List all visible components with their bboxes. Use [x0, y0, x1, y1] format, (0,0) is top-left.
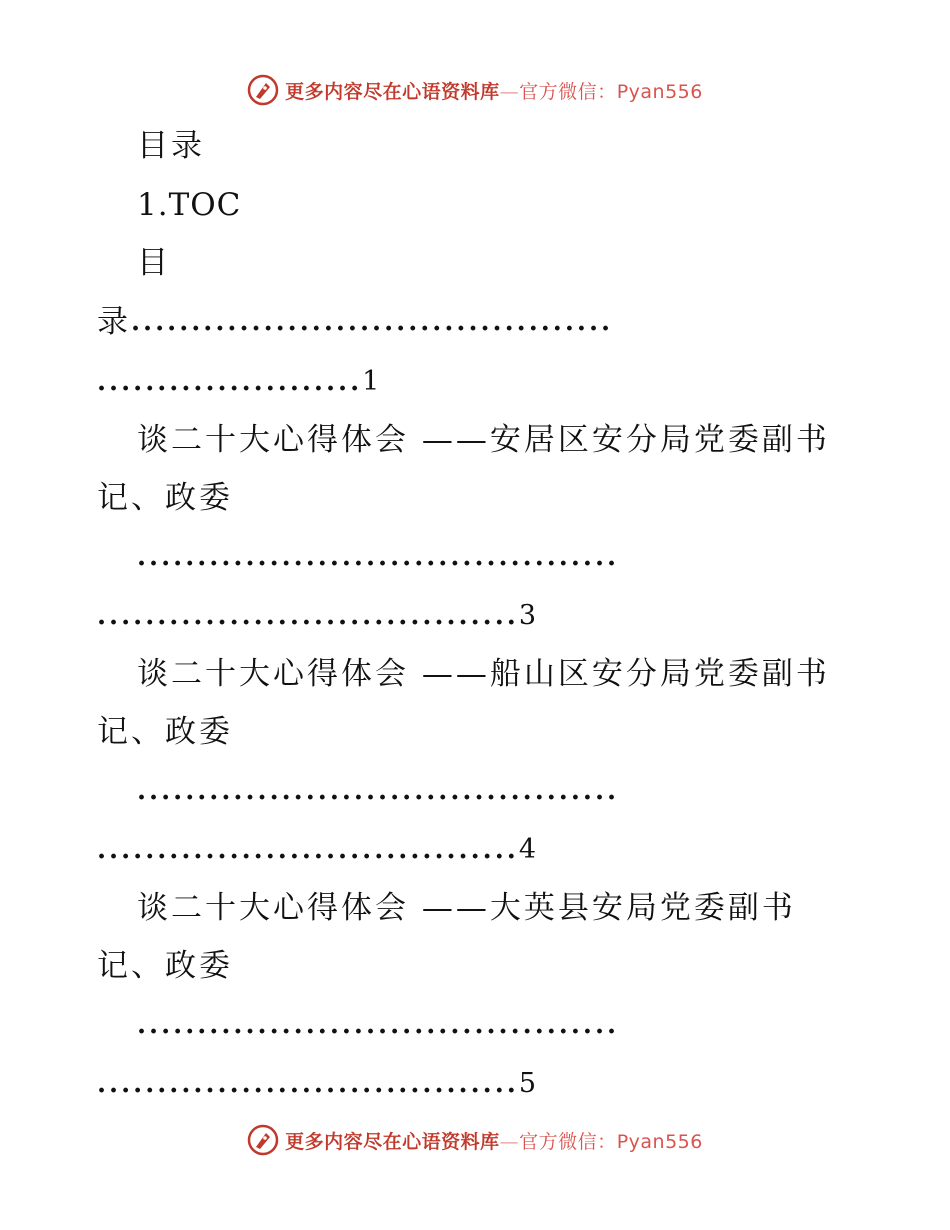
- toc-entry-3-leader: ........................................: [137, 1010, 620, 1040]
- toc-leader-dots: ........................................: [131, 307, 614, 337]
- watermark-wechat-id: Pyan556: [616, 1130, 703, 1153]
- header-watermark: [0, 70, 950, 110]
- toc-entry-3-title-cont[interactable]: 记、政委: [97, 948, 233, 984]
- watermark-brand: 更多内容尽在心语资料库: [285, 80, 500, 103]
- watermark-wechat-id: Pyan556: [616, 80, 703, 103]
- toc-entry-2-title-cont[interactable]: 记、政委: [97, 714, 233, 750]
- watermark-separator: —: [499, 80, 520, 103]
- pen-nib-logo-icon: [247, 1124, 279, 1156]
- toc-entry-2-leader-end: ...................................4: [97, 834, 536, 865]
- toc-field-code: 1.TOC: [137, 187, 242, 223]
- toc-entry-3-title[interactable]: 谈二十大心得体会 ——大英县安局党委副书: [137, 890, 796, 926]
- toc-self-entry-line2: 录: [97, 304, 131, 340]
- toc-entry-1-page: 3: [518, 600, 536, 631]
- toc-entry-3-leader-end: ...................................5: [97, 1068, 536, 1099]
- toc-self-entry-leader: ......................1: [97, 366, 380, 397]
- toc-entry-2-page: 4: [518, 834, 536, 865]
- toc-entry-2-title[interactable]: 谈二十大心得体会 ——船山区安分局党委副书: [137, 656, 830, 692]
- toc-entry-1-title[interactable]: 谈二十大心得体会 ——安居区安分局党委副书: [137, 422, 830, 458]
- watermark-separator: —: [499, 1130, 520, 1153]
- toc-heading: 目录: [137, 128, 205, 164]
- watermark-wechat-label: 官方微信：: [519, 1130, 617, 1153]
- toc-self-entry-page: 1: [362, 366, 380, 397]
- watermark-wechat-label: 官方微信：: [519, 80, 617, 103]
- pen-nib-logo-icon: [247, 74, 279, 106]
- toc-self-entry[interactable]: [97, 302, 843, 342]
- toc-entry-2-leader: ........................................: [137, 776, 620, 806]
- toc-self-entry-line1: 目: [137, 245, 171, 281]
- toc-entry-3-page: 5: [518, 1068, 536, 1099]
- watermark-brand: 更多内容尽在心语资料库: [285, 1130, 500, 1153]
- toc-entry-1-title-cont[interactable]: 记、政委: [97, 480, 233, 516]
- toc-entry-1-leader: ........................................: [137, 542, 620, 572]
- footer-watermark: [0, 1120, 950, 1160]
- toc-entry-1-leader-end: ...................................3: [97, 600, 536, 631]
